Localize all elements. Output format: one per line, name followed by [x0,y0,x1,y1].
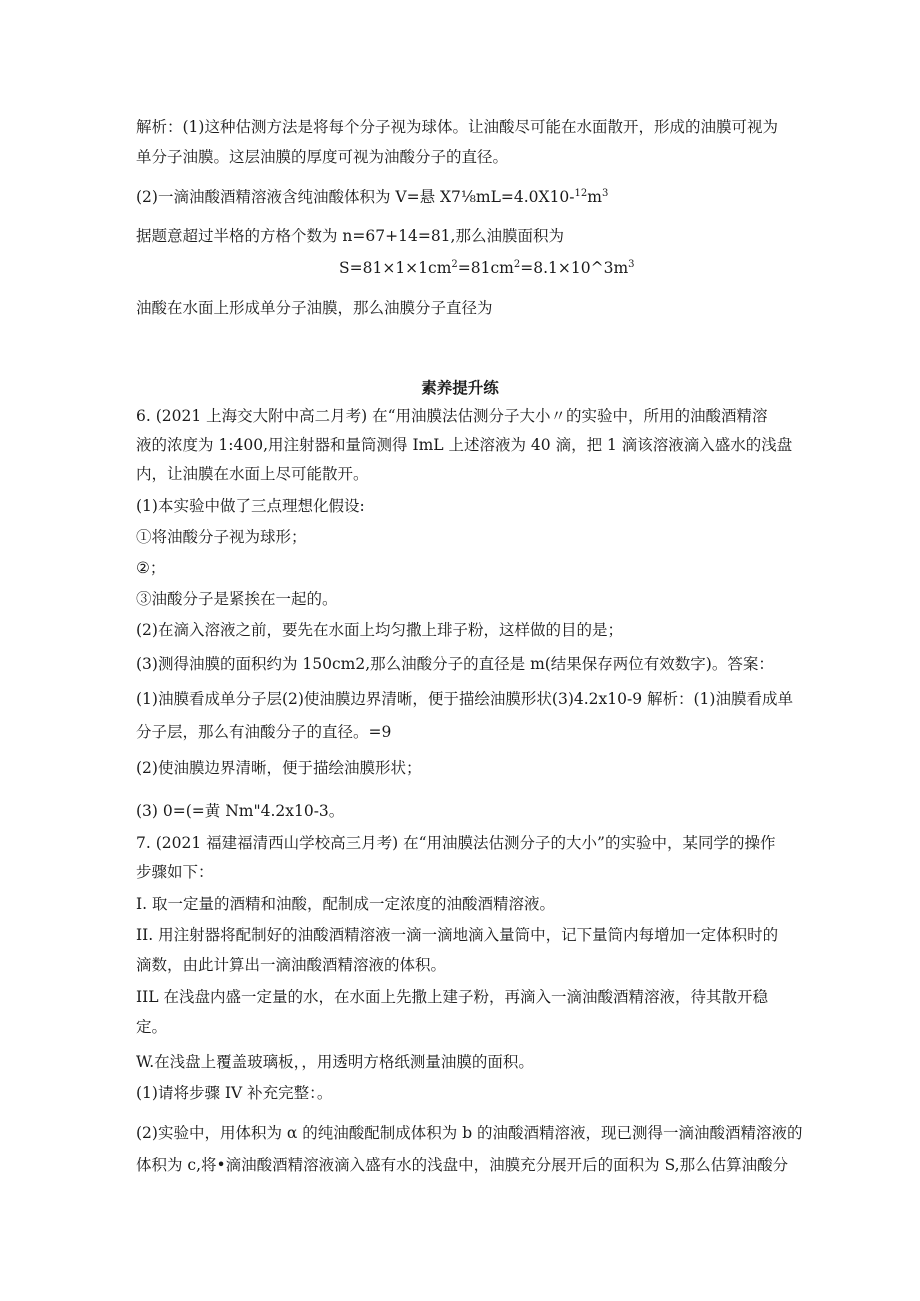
q6-answer-2: 分子层，那么有油酸分子的直径。=9 [136,723,392,741]
volume-formula-line [136,187,608,207]
q7-part-2-line-2: 体积为 c,将•滴油酸酒精溶液滴入盛有水的浅盘中，油膜充分展开后的面积为 S,那么估算油酸分 [136,1156,789,1174]
q7-step-2-line-2: 滴数，由此计算出一滴油酸酒精溶液的体积。 [136,956,447,974]
q6-answer-3: (2)使油膜边界清晰，便于描绘油膜形状； [136,759,422,777]
q6-answer-1: (1)油膜看成单分子层(2)使油膜边界清晰，便于描绘油膜形状(3)4.2x10-9 解析：(1)油膜看成单 [136,690,793,708]
area-formula-prefix: S=81×1×1cm [339,259,452,277]
q7-step-1: I. 取一定量的酒精和油酸，配制成一定浓度的油酸酒精溶液。 [136,895,555,913]
q7-step-3-line-1: IIL 在浅盘内盛一定量的水，在水面上先撒上建子粉，再滴入一滴油酸酒精溶液，待其散开稳 [136,988,768,1006]
analysis-line-2: 单分子油膜。这层油膜的厚度可视为油酸分子的直径。 [136,148,509,166]
area-exponent-1: 2 [451,258,458,270]
area-exponent-2: 2 [513,258,521,270]
area-formula-line [339,258,635,278]
q6-sub-2: (2)在滴入溶液之前，要先在水面上均匀撒上琲子粉，这样做的目的是； [136,621,623,639]
q6-sub-3: (3)测得油膜的面积约为 150cm2,那么油酸分子的直径是 m(结果保存两位有效数字)。答案： [136,655,774,673]
q7-step-3-line-2: 定。 [136,1018,168,1036]
volume-exponent: 12 [574,187,588,199]
q7-part-1: (1)请将步骤 IV 补充完整：。 [136,1084,333,1102]
diameter-line: 油酸在水面上形成单分子油膜，那么油膜分子直径为 [136,299,493,317]
volume-unit-exponent: 3 [601,187,609,199]
q7-step-2-line-1: II. 用注射器将配制好的油酸酒精溶液一滴一滴地滴入量筒中，记下量筒内每增加一定体积时的 [136,926,779,944]
area-formula-suffix: =8.1×10^3m [520,259,629,277]
q6-line-3: 内，让油膜在水面上尽可能散开。 [136,465,369,483]
area-formula-mid: =81cm [457,259,514,277]
q6-assumption-2: ②； [136,559,166,577]
q6-assumption-1: ①将油酸分子视为球形； [136,528,307,546]
q7-part-2-line-1: (2)实验中，用体积为 α 的纯油酸配制成体积为 b 的油酸酒精溶液，现已测得一滴油酸酒精溶液的 [136,1124,803,1142]
q7-step-4: W.在浅盘上覆盖玻璃板，，用透明方格纸测量油膜的面积。 [136,1053,534,1071]
q6-line-2: 液的浓度为 1:400,用注射器和量筒测得 ImL 上述溶液为 40 滴，把 1 滴该溶液滴入盛水的浅盘 [136,436,793,454]
analysis-line-1: 解析：(1)这种估测方法是将每个分子视为球体。让油酸尽可能在水面散开，形成的油膜可视为 [136,118,778,136]
area-exponent-3: 3 [628,258,635,270]
q6-answer-4: (3) 0=(=黄 Nm"4.2x10-3。 [136,802,345,820]
q6-assumption-3: ③油酸分子是紧挨在一起的。 [136,590,338,608]
q6-sub-1: (1)本实验中做了三点理想化假设: [136,497,365,515]
q6-line-1: 6. (2021 上海交大附中高二月考) 在“用油膜法估测分子大小〃的实验中，所用的油酸酒精溶 [136,407,768,425]
q7-line-2: 步骤如下： [136,863,214,881]
grid-count-line: 据题意超过半格的方格个数为 n=67+14=81,那么油膜面积为 [136,227,564,245]
volume-formula-prefix: (2)一滴油酸酒精溶液含纯油酸体积为 V=悬 X7⅛mL=4.0X10- [136,188,575,206]
q7-line-1: 7. (2021 福建福清西山学校高三月考) 在“用油膜法估测分子的大小”的实验中，某同学的操作 [136,834,776,852]
volume-unit: m [587,188,602,206]
section-title: 素养提升练 [421,378,499,397]
